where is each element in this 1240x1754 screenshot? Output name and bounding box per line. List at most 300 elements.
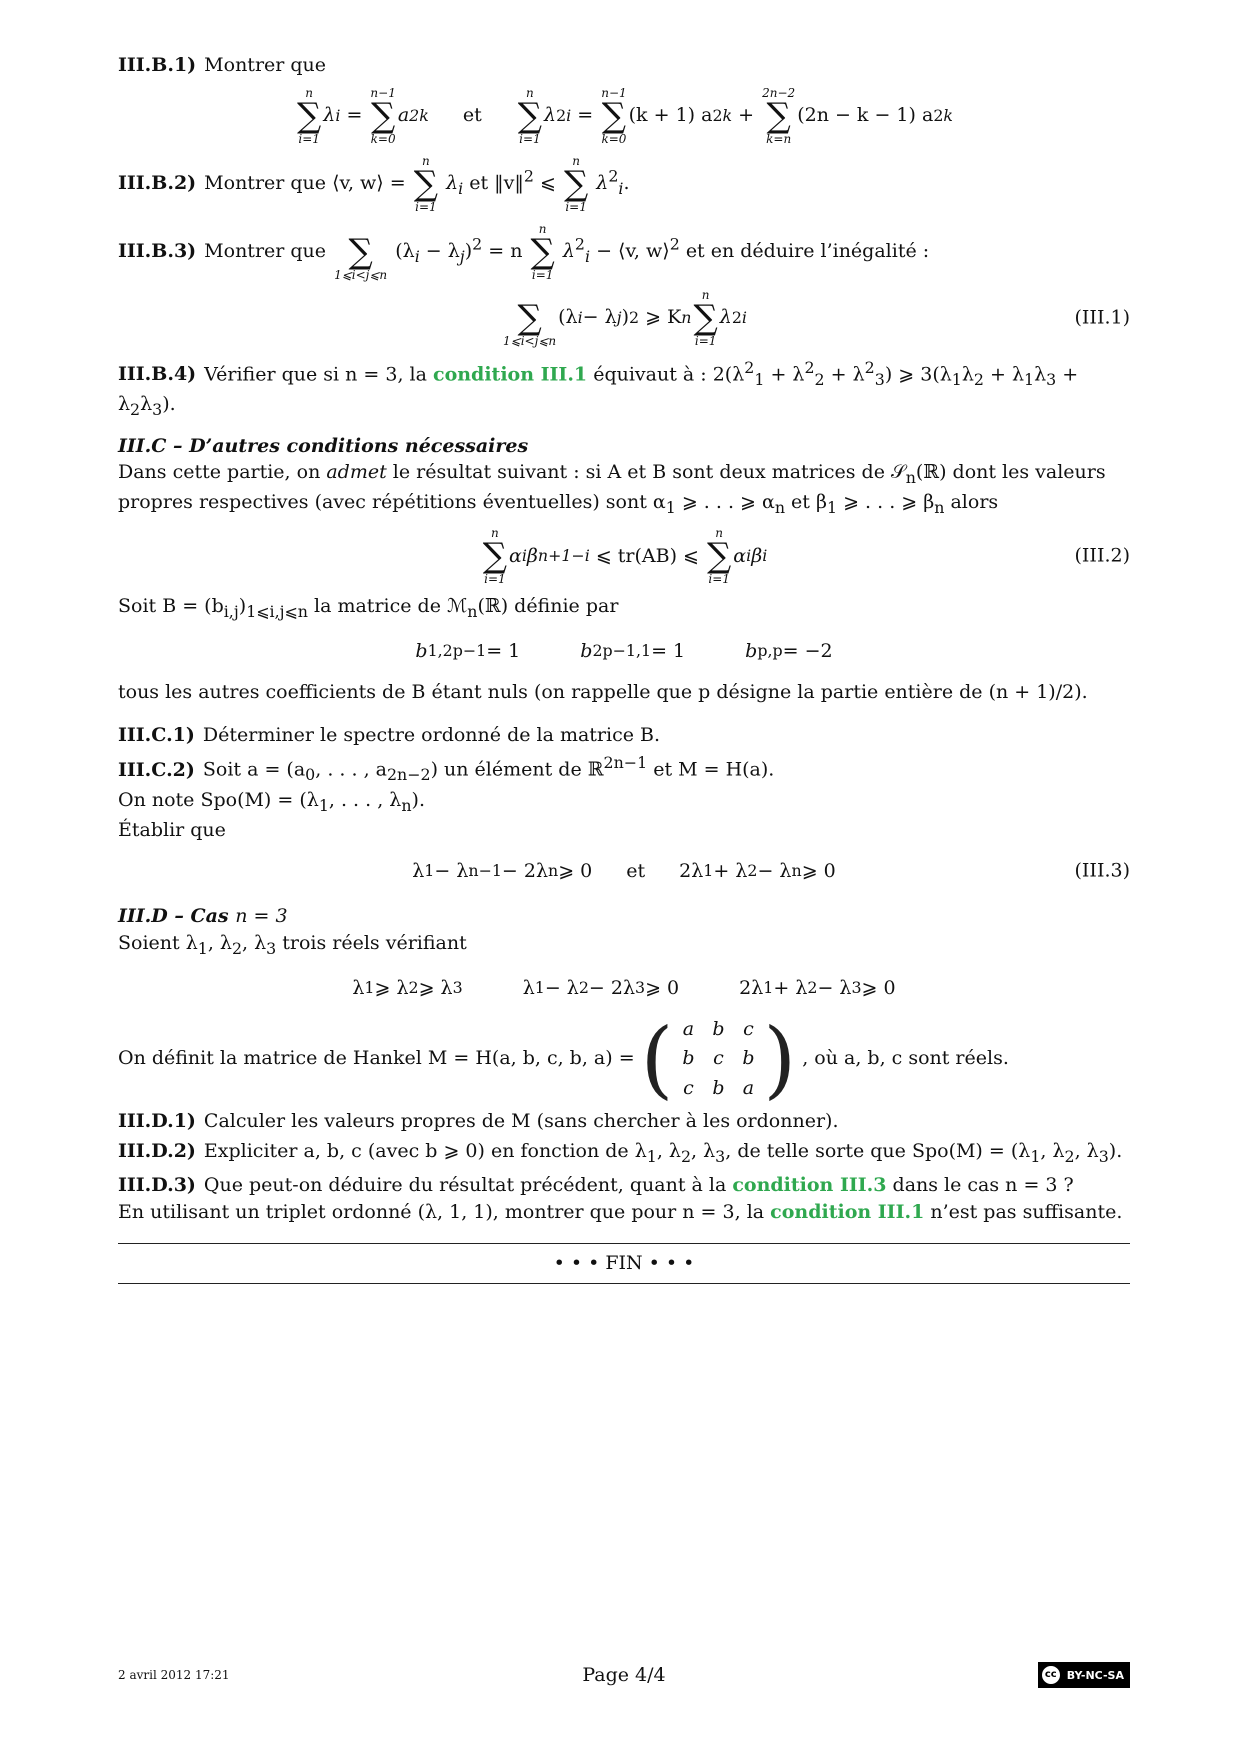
text: Soit B = (b <box>118 595 224 618</box>
license-badge <box>890 1662 1130 1688</box>
question-b2 <box>118 155 1130 213</box>
term: ⩾ 0 <box>801 860 836 882</box>
sigma-icon: ∑ <box>348 231 373 272</box>
equation-b-coefficients <box>118 631 1130 671</box>
subscript: 1 <box>763 977 774 997</box>
matrix-b-definition <box>118 593 1130 623</box>
sum <box>762 87 795 145</box>
superscript: 2 <box>731 307 742 327</box>
sum-upper: n−1 <box>370 85 396 100</box>
label-d2: III.D.2) <box>118 1140 196 1163</box>
term: b <box>580 639 593 662</box>
condition-link[interactable]: condition III.1 <box>770 1200 925 1223</box>
soient-text <box>118 930 1130 960</box>
sum <box>334 223 387 281</box>
text: le résultat suivant : si A et B sont deux matrices de 𝒮 <box>392 461 906 484</box>
subscript: i <box>566 105 572 125</box>
term: a <box>397 104 410 127</box>
text: Soit a = (a <box>202 758 306 781</box>
footer-date: 2 avril 2012 17:21 <box>118 1667 230 1682</box>
subscript: k <box>722 105 733 125</box>
subscript: 2 <box>578 977 589 997</box>
subscript: j <box>616 307 622 327</box>
subscript: p,p <box>757 641 783 661</box>
et-word: et <box>626 860 646 882</box>
sum-upper: n <box>305 85 314 100</box>
superscript: 2 <box>712 105 723 125</box>
subscript: n+1−i <box>537 546 590 566</box>
matrix-entry: b <box>742 1047 755 1070</box>
superscript: 2 <box>933 105 944 125</box>
text: Déterminer le spectre ordonné de la matrice B. <box>202 723 661 746</box>
sum-lower: 1⩽i<j⩽n <box>503 333 557 348</box>
text: alors <box>944 491 999 514</box>
subscript: n <box>401 795 412 815</box>
text: + λ <box>824 362 865 385</box>
subscript: i <box>521 546 527 566</box>
subscript: n <box>774 498 786 518</box>
term: ⩾ λ <box>374 976 409 999</box>
term: = −2 <box>782 639 833 662</box>
text: λ <box>1034 362 1047 385</box>
subscript: n−1 <box>468 861 502 881</box>
text: ⩾ . . . ⩾ β <box>837 491 935 514</box>
license-text: BY-NC-SA <box>1066 1668 1124 1682</box>
operator: ⩽ tr(AB) ⩽ <box>595 545 699 568</box>
text: la matrice de ℳ <box>307 595 468 618</box>
subscript: i <box>584 246 591 266</box>
sum-lower: k=n <box>766 131 792 146</box>
label-b4: III.B.4) <box>118 362 197 385</box>
term: − λ <box>544 976 579 999</box>
text: On définit la matrice de Hankel M = H(a, b, c, b, a) = <box>118 1047 635 1070</box>
superscript: 2 <box>574 234 585 254</box>
text: . <box>623 171 630 194</box>
subscript: 1 <box>1024 369 1035 389</box>
operator: = n <box>488 239 523 262</box>
sigma-icon: ∑ <box>766 95 791 136</box>
sigma-icon: ∑ <box>693 297 718 338</box>
subscript: i <box>618 178 624 198</box>
subscript: 2 <box>973 369 984 389</box>
text: n’est pas suffisante. <box>930 1200 1123 1223</box>
subscript: i <box>335 105 341 125</box>
sigma-icon: ∑ <box>413 163 439 204</box>
term: ⩾ λ <box>418 976 453 999</box>
subscript: 2 <box>408 977 419 997</box>
sum <box>518 87 542 145</box>
sigma-icon: ∑ <box>370 95 396 136</box>
subscript: 1 <box>197 938 208 958</box>
sum <box>707 527 731 585</box>
sum-lower: i=1 <box>531 267 554 282</box>
final-question <box>118 1199 1130 1226</box>
text: ⩾ . . . ⩾ α <box>675 491 775 514</box>
subscript: n <box>934 498 945 518</box>
term: − λ <box>757 860 792 882</box>
sum-lower: i=1 <box>484 572 506 587</box>
term: = 1 <box>486 639 521 662</box>
creative-commons-icon: cc <box>1041 1665 1061 1685</box>
text: n = 3 <box>235 905 288 928</box>
equation-number: (III.2) <box>1074 545 1130 568</box>
matrix-entry: a <box>742 1077 755 1100</box>
subscript: 1 <box>534 977 545 997</box>
label-c2: III.C.2) <box>118 758 195 781</box>
subscript: i,j <box>223 602 239 622</box>
text: et en déduire l’inégalité : <box>685 239 930 262</box>
term: (λ <box>558 306 578 329</box>
term: λ <box>446 171 459 194</box>
text: ). <box>1108 1140 1123 1163</box>
term: + λ <box>773 976 808 999</box>
term: λ <box>544 104 557 127</box>
hankel-definition <box>118 1009 1130 1108</box>
left-paren-icon: ( <box>640 1009 674 1108</box>
subscript: 3 <box>266 938 277 958</box>
subscript: 3 <box>1046 369 1057 389</box>
operator: = <box>346 104 363 127</box>
subscript: 2 <box>130 399 141 419</box>
question-b1 <box>118 52 1130 79</box>
sum <box>601 87 626 145</box>
subscript: n <box>905 468 916 488</box>
term: b <box>745 639 758 662</box>
subscript: 1 <box>665 498 676 518</box>
sum-upper: n <box>491 526 499 541</box>
question-b4 <box>118 357 1130 421</box>
term: − λ <box>434 860 469 882</box>
superscript: 2 <box>608 166 619 186</box>
equation-d-conditions <box>118 968 1130 1008</box>
subscript: i <box>746 546 752 566</box>
sum-lower: k=0 <box>601 131 627 146</box>
spo-note <box>118 787 1130 817</box>
text: III.D – Cas <box>118 905 229 928</box>
cc-license <box>1038 1662 1130 1688</box>
term: b <box>415 639 428 662</box>
text: + λ <box>983 362 1025 385</box>
subscript: 2 <box>231 938 243 958</box>
superscript: 2 <box>744 357 755 377</box>
subscript: 1 <box>826 498 838 518</box>
text: ). <box>411 788 425 811</box>
label-b3: III.B.3) <box>118 239 197 262</box>
text: trois réels vérifiant <box>276 931 467 954</box>
term: − λ <box>419 239 460 262</box>
right-paren-icon: ) <box>763 1009 797 1108</box>
superscript: 2 <box>669 234 680 254</box>
term: λ <box>719 306 732 329</box>
subscript: k <box>943 105 953 125</box>
question-d1 <box>118 1108 1130 1135</box>
matrix-entry: a <box>682 1017 695 1040</box>
sigma-icon: ∑ <box>297 95 322 136</box>
term: 2λ <box>679 860 704 882</box>
text: ⩽ <box>540 171 556 194</box>
operator: + <box>738 104 755 127</box>
text: dans le cas n = 3 ? <box>892 1174 1074 1197</box>
sum <box>483 527 507 585</box>
section-c-intro <box>118 459 1130 519</box>
sum-upper: n <box>538 221 547 236</box>
superscript: 2 <box>864 357 875 377</box>
sum <box>531 223 555 281</box>
text: et M = H(a). <box>647 758 775 781</box>
equation-iii-2 <box>118 527 1130 585</box>
subscript: i <box>762 546 768 566</box>
text: ) <box>238 595 247 618</box>
sigma-icon: ∑ <box>482 536 508 577</box>
text: On note Spo(M) = (λ <box>118 788 319 811</box>
sigma-icon: ∑ <box>601 95 627 136</box>
sum-lower: i=1 <box>708 572 730 587</box>
text: , λ <box>656 1140 681 1163</box>
subscript: i <box>577 307 583 327</box>
text: et β <box>785 491 827 514</box>
term: λ <box>352 976 365 999</box>
term: λ <box>323 104 336 127</box>
text: , où a, b, c sont réels. <box>802 1047 1009 1070</box>
sigma-icon: ∑ <box>563 163 589 204</box>
subscript: 1 <box>646 1147 657 1167</box>
sum-lower: k=0 <box>370 131 396 146</box>
matrix-entry: b <box>682 1047 695 1070</box>
text: Montrer que <box>204 239 327 262</box>
sum-upper: n <box>526 85 534 100</box>
label-b1: III.B.1) <box>118 54 197 76</box>
text: Dans cette partie, on <box>118 461 321 484</box>
question-c2 <box>118 752 1130 786</box>
term: ⩾ 0 <box>861 976 896 999</box>
sigma-icon: ∑ <box>517 297 542 338</box>
text-b1: Montrer que <box>204 54 327 76</box>
sum <box>564 155 588 213</box>
text: Montrer que ⟨v, w⟩ = <box>204 171 406 194</box>
subscript: 1 <box>754 369 765 389</box>
superscript: 2 <box>629 307 640 327</box>
text: ) ⩾ 3(λ <box>884 362 952 385</box>
text: équivaut à : 2(λ <box>593 362 745 385</box>
subscript: n <box>681 307 692 327</box>
subscript: 3 <box>635 977 646 997</box>
subscript: 3 <box>715 1147 726 1167</box>
sigma-icon: ∑ <box>517 95 543 136</box>
matrix-entry: c <box>683 1077 694 1100</box>
subscript: 1,2p−1 <box>427 641 487 661</box>
subscript: i <box>414 246 420 266</box>
sum-upper: n <box>422 153 430 168</box>
subscript: 1 <box>951 369 962 389</box>
sum-upper: 2n−2 <box>762 85 796 100</box>
subscript: i <box>458 178 464 198</box>
section-d-title <box>118 903 1130 930</box>
term: λ <box>596 171 609 194</box>
text: ). <box>162 392 176 415</box>
term: + λ <box>713 860 748 882</box>
subscript: j <box>459 246 465 266</box>
text: (ℝ) dont les valeurs propres respectives (avec répétitions éventuelles) sont α <box>118 461 1106 514</box>
equation-number: (III.3) <box>1074 860 1130 882</box>
condition-link[interactable]: condition III.1 <box>433 362 588 385</box>
sum-lower: i=1 <box>415 199 437 214</box>
subscript: 3 <box>152 399 163 419</box>
text: Vérifier que si n = 3, la <box>204 362 427 385</box>
subscript: n <box>467 602 478 622</box>
sum-upper: n <box>572 153 580 168</box>
superscript: 2 <box>804 357 815 377</box>
text: ) un élément de ℝ <box>430 758 604 781</box>
subscript: 2 <box>807 977 818 997</box>
sum-lower: i=1 <box>298 131 320 146</box>
sum-upper: n−1 <box>601 85 627 100</box>
label-c1: III.C.1) <box>118 723 195 746</box>
question-b3 <box>118 223 1130 281</box>
condition-link[interactable]: condition III.3 <box>732 1174 887 1197</box>
text: Calculer les valeurs propres de M (sans chercher à les ordonner). <box>203 1109 839 1132</box>
subscript: 2k <box>409 105 429 125</box>
matrix-entry: b <box>712 1077 725 1100</box>
text: Expliciter a, b, c (avec b ⩾ 0) en fonction de λ <box>203 1140 647 1163</box>
sigma-icon: ∑ <box>707 536 732 577</box>
term: ⩾ 0 <box>558 860 593 882</box>
text: , λ <box>242 931 267 954</box>
sigma-icon: ∑ <box>530 231 555 272</box>
subscript: 2 <box>814 369 825 389</box>
equation-iii-1 <box>118 289 1130 347</box>
text: , . . . , a <box>315 758 387 781</box>
term: − 2λ <box>588 976 635 999</box>
text: , λ <box>691 1140 716 1163</box>
question-d3 <box>118 1172 1130 1199</box>
term: (λ <box>395 239 415 262</box>
subscript: 3 <box>1098 1147 1109 1167</box>
label-d3: III.D.3) <box>118 1174 196 1197</box>
equation-number: (III.1) <box>1074 306 1130 329</box>
term: − 2λ <box>501 860 548 882</box>
subscript: 1 <box>364 977 375 997</box>
superscript: 2 <box>556 105 567 125</box>
question-d2 <box>118 1138 1130 1168</box>
content <box>118 52 1130 1284</box>
term: β <box>751 545 763 568</box>
text: , λ <box>1040 1140 1065 1163</box>
term: − λ <box>582 306 617 329</box>
text: , de telle sorte que Spo(M) = (λ <box>725 1140 1031 1163</box>
term: − ⟨v, w⟩ <box>590 239 670 262</box>
term: α <box>733 545 747 568</box>
sum <box>370 87 395 145</box>
subscript: 1 <box>318 795 329 815</box>
label-d1: III.D.1) <box>118 1109 196 1132</box>
other-coefficients-text: tous les autres coefficients de B étant nuls (on rappelle que p désigne la partie entière de (n + 1)/2). <box>118 681 1088 704</box>
label-b2: III.B.2) <box>118 171 197 194</box>
text: Soient λ <box>118 931 198 954</box>
subscript: 3 <box>874 369 885 389</box>
superscript: 2 <box>523 166 534 186</box>
subscript: 2n−2 <box>386 765 431 785</box>
operator: = <box>577 104 594 127</box>
matrix-entry: c <box>713 1047 724 1070</box>
et-word: et <box>462 104 482 127</box>
text: , λ <box>1074 1140 1099 1163</box>
term: α <box>509 545 522 568</box>
sum-lower: 1⩽i<j⩽n <box>334 267 388 282</box>
subscript: 3 <box>452 977 463 997</box>
text: λ <box>140 392 153 415</box>
subscript: 2 <box>747 861 758 881</box>
text: , . . . , λ <box>328 788 402 811</box>
term: (k + 1) a <box>628 104 713 127</box>
subscript: 2 <box>680 1147 692 1167</box>
subscript: n <box>791 861 802 881</box>
superscript: 2n−1 <box>603 753 648 773</box>
subscript: 3 <box>851 977 862 997</box>
sum-lower: i=1 <box>565 199 587 214</box>
footer <box>118 1662 1130 1689</box>
term: ) <box>621 306 630 329</box>
term: (2n − k − 1) a <box>797 104 934 127</box>
term: λ <box>562 239 575 262</box>
sum-upper: n <box>715 526 724 541</box>
term: ⩾ 0 <box>645 976 680 999</box>
emphasis: admet <box>326 461 387 484</box>
term: λ <box>412 860 425 882</box>
subscript: 2 <box>1064 1147 1075 1167</box>
term: = 1 <box>651 639 686 662</box>
term: ) <box>464 239 473 262</box>
subscript: i <box>741 307 747 327</box>
text: , λ <box>207 931 232 954</box>
question-c1 <box>118 722 1130 749</box>
term: − λ <box>817 976 852 999</box>
section-c-title: III.C – D’autres conditions nécessaires <box>118 434 529 457</box>
operator: ⩾ K <box>645 306 682 329</box>
equation-iii-3 <box>118 851 1130 891</box>
text: et ‖v‖ <box>469 171 524 194</box>
sum <box>414 155 438 213</box>
subscript: 1 <box>703 861 714 881</box>
subscript: 1 <box>424 861 435 881</box>
matrix-grid <box>673 1016 763 1102</box>
text: λ <box>961 362 974 385</box>
subscript: 1 <box>1030 1147 1041 1167</box>
text: En utilisant un triplet ordonné (λ, 1, 1), montrer que pour n = 3, la <box>118 1200 765 1223</box>
sum <box>694 289 718 347</box>
text: + λ <box>764 362 805 385</box>
subscript: 1⩽i,j⩽n <box>246 602 308 622</box>
text: + λ <box>118 362 1079 415</box>
text: Que peut-on déduire du résultat précédent, quant à la <box>203 1174 727 1197</box>
matrix-entry: b <box>712 1017 725 1040</box>
sum <box>503 289 556 347</box>
sum-lower: i=1 <box>519 131 541 146</box>
term: β <box>526 545 538 568</box>
fin-banner: • • • FIN • • • <box>118 1243 1130 1284</box>
etablir-text: Établir que <box>118 818 226 841</box>
page-number: Page 4/4 <box>582 1664 666 1686</box>
equation-b1 <box>118 87 1130 145</box>
term: λ <box>522 976 535 999</box>
superscript: 2 <box>472 234 483 254</box>
matrix-entry: c <box>743 1017 754 1040</box>
sum-lower: i=1 <box>694 333 717 348</box>
term: 2λ <box>739 976 764 999</box>
sum <box>297 87 321 145</box>
sum-upper: n <box>701 287 710 302</box>
subscript: 0 <box>305 765 316 785</box>
subscript: n <box>548 861 559 881</box>
